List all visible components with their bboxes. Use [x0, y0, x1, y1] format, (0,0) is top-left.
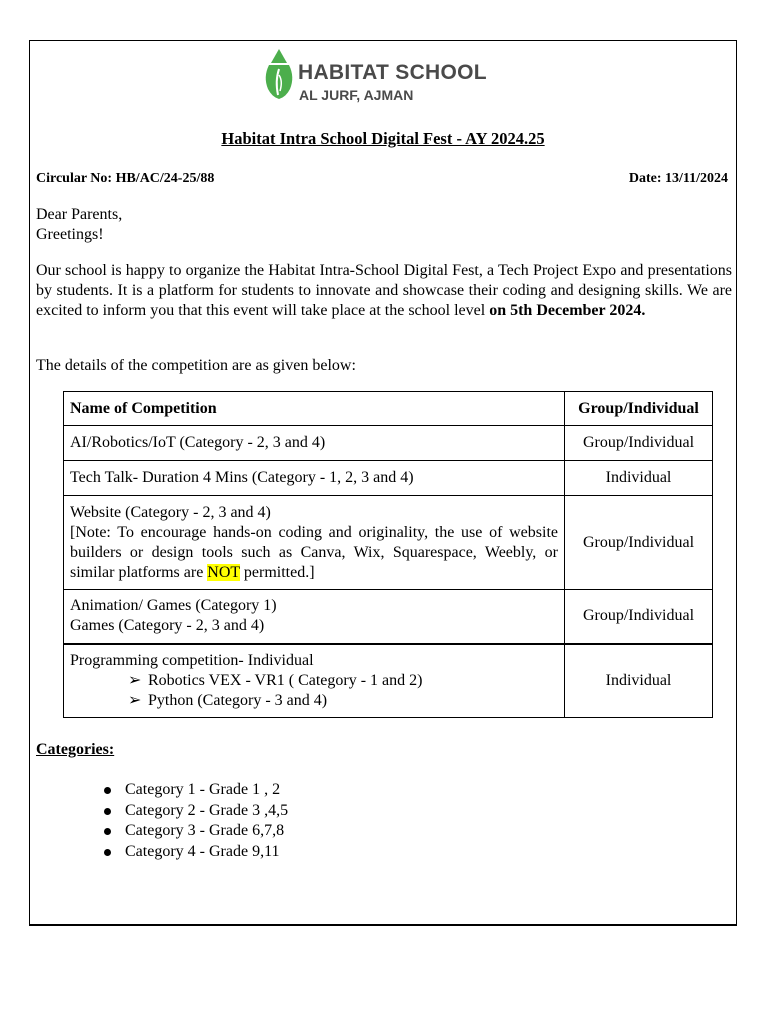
categories-heading: Categories:	[36, 741, 115, 758]
school-name: HABITAT SCHOOL	[298, 61, 487, 84]
animation-line: Animation/ Games (Category 1)	[70, 597, 277, 615]
salutation: Dear Parents,	[36, 206, 123, 223]
category-text: Category 3 - Grade 6,7,8	[125, 822, 285, 839]
bullet-icon	[104, 828, 111, 835]
category-text: Category 2 - Grade 3 ,4,5	[125, 801, 289, 819]
note-text-end: permitted.]	[239, 563, 315, 581]
details-text: The details of the competition are as given below:	[36, 357, 356, 374]
school-logo	[262, 47, 492, 101]
competition-table	[63, 391, 713, 718]
circular-meta-row	[36, 171, 728, 187]
circular-date: Date: 13/11/2024	[628, 171, 728, 186]
competition-type: Individual	[565, 461, 713, 496]
greeting	[36, 205, 122, 245]
games-line: Games (Category - 2, 3 and 4)	[70, 617, 265, 635]
header-type: Group/Individual	[565, 392, 713, 426]
sub-item-text: Python (Category - 3 and 4)	[148, 691, 328, 709]
greetings-line: Greetings!	[36, 226, 104, 243]
competition-type: Group/Individual	[565, 426, 713, 461]
website-title: Website (Category - 2, 3 and 4)	[70, 503, 271, 521]
table-row	[64, 461, 713, 496]
list-item	[125, 801, 288, 822]
competition-name: AI/Robotics/IoT (Category - 2, 3 and 4)	[64, 426, 565, 461]
bullet-icon	[104, 849, 111, 856]
competition-type: Group/Individual	[565, 590, 713, 644]
bullet-icon	[104, 787, 111, 794]
category-text: Category 1 - Grade 1 , 2	[125, 781, 281, 798]
pencil-leaf-icon	[262, 47, 296, 101]
table-row	[64, 496, 713, 590]
website-note	[70, 524, 558, 581]
table-row	[64, 590, 713, 644]
table-header-row	[64, 392, 713, 426]
programming-line: Programming competition- Individual	[70, 651, 314, 669]
competition-name: Tech Talk- Duration 4 Mins (Category - 1, 2, 3 and 4)	[64, 461, 565, 496]
competition-name	[64, 644, 565, 718]
bullet-icon	[104, 808, 111, 815]
competition-name	[64, 590, 565, 644]
sub-item	[70, 691, 558, 711]
circular-page	[29, 40, 737, 926]
categories-list	[125, 780, 288, 862]
intro-text: Our school is happy to organize the Habitat Intra-School Digital Fest, a Tech Project Expo and presentations by students. It is a platform for students to innovate and showcase their coding and designing skills. We are excited to inform you that this event will take place at the school level	[36, 262, 732, 319]
competition-name	[64, 496, 565, 590]
note-text: [Note: To encourage hands-on coding and originality, the use of website builders or design tools such as Canva, Wix, Squarespace, Weebly, or similar platforms are	[70, 523, 558, 581]
sub-item	[70, 671, 558, 691]
school-location: AL JURF, AJMAN	[299, 87, 414, 103]
competition-type: Individual	[565, 644, 713, 718]
table-row	[64, 426, 713, 461]
sub-item-text: Robotics VEX - VR1 ( Category - 1 and 2)	[148, 671, 423, 689]
arrow-bullet-icon: ➢	[128, 691, 142, 709]
list-item	[125, 821, 288, 842]
list-item	[125, 780, 288, 801]
circular-title: Habitat Intra School Digital Fest - AY 2024.25	[221, 129, 545, 148]
category-text: Category 4 - Grade 9,11	[125, 842, 280, 860]
intro-paragraph	[36, 261, 732, 321]
arrow-bullet-icon: ➢	[128, 671, 142, 689]
not-highlight: NOT	[207, 563, 240, 581]
list-item	[125, 842, 288, 863]
event-date-text: on 5th December 2024.	[489, 302, 646, 319]
circular-number: Circular No: HB/AC/24-25/88	[36, 171, 215, 186]
table-row	[64, 644, 713, 718]
header-name: Name of Competition	[64, 392, 565, 426]
competition-type: Group/Individual	[565, 496, 713, 590]
